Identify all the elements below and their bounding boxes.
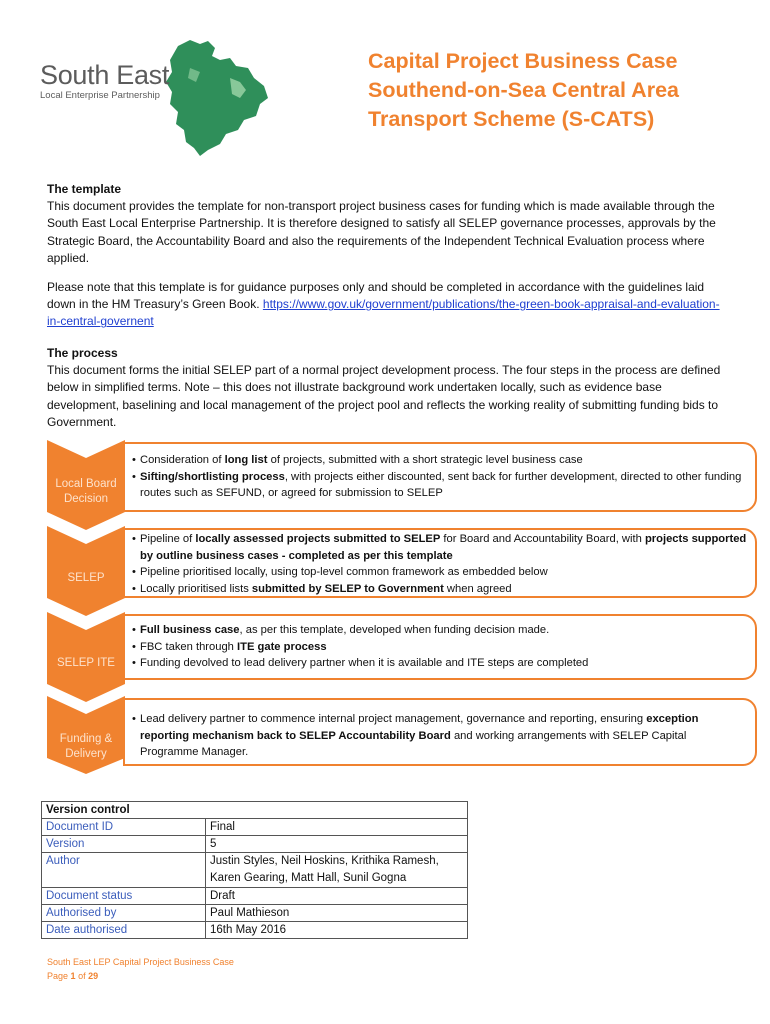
step-bullet: • Pipeline of locally assessed projects submitted to SELEP for Board and Accountability Board, with projects supported by outline business cases - completed as per this template: [132, 533, 747, 562]
step-label-line-2: Decision: [63, 493, 109, 505]
step-label: [47, 477, 125, 507]
logo-name: South East: [40, 60, 170, 90]
template-body: This document provides the template for non-transport project business cases for funding which is made available through the South East Local Enterprise Partnership. It is therefore designed to satisfy all SELEP governance processes, approvals by the Strategic Board, the Accountability Board and also the requirements of the Independent Technical Evaluation process where applied.: [47, 199, 716, 265]
step-description-box: [123, 698, 757, 766]
template-heading: The template: [47, 182, 122, 196]
step-description-box: [123, 614, 757, 680]
title-line-1: Capital Project Business Case: [368, 49, 678, 73]
template-section: [47, 181, 725, 267]
step-label-line-1: SELEP ITE: [57, 657, 115, 669]
row-key: Authorised by: [42, 905, 206, 922]
step-label: [47, 732, 125, 762]
row-value: 16th May 2016: [206, 922, 468, 939]
table-row: [42, 836, 468, 853]
process-section: [47, 345, 725, 431]
title-line-3: Transport Scheme (S-CATS): [368, 107, 655, 131]
process-heading: The process: [47, 346, 118, 360]
step-label-line-2: Delivery: [65, 748, 107, 760]
step-description-box: [123, 528, 757, 598]
row-key: Date authorised: [42, 922, 206, 939]
process-body: This document forms the initial SELEP part of a normal project development process. The four steps in the process are defined below in simplified terms. Note – this does not illustrate background work undertaken locally, such as evidence base development, baselining and local management of the project pool and reflects the working reality of submitting funding bids to Government.: [47, 363, 721, 429]
page-footer: [47, 955, 234, 983]
step-bullet: • FBC taken through ITE gate process: [132, 640, 327, 653]
south-east-map-icon: [160, 38, 275, 158]
title-line-2: Southend-on-Sea Central Area: [368, 78, 679, 102]
logo-subtitle: Local Enterprise Partnership: [40, 90, 160, 101]
table-header-row: [42, 802, 468, 819]
selep-logo: [40, 38, 340, 158]
step-description-box: [123, 442, 757, 512]
table-row: [42, 819, 468, 836]
document-title: [368, 47, 758, 134]
step-label-line-1: SELEP: [67, 572, 105, 584]
green-book-link[interactable]: https://www.gov.uk/government/publications/the-green-book-appraisal-and-evaluation-in-central-governent: [47, 297, 720, 329]
step-bullet: • Consideration of long list of projects, submitted with a short strategic level business case: [132, 454, 583, 466]
version-control-table: [41, 801, 468, 939]
row-value: 5: [206, 836, 468, 853]
version-control-heading: Version control: [42, 802, 468, 819]
process-diagram: [47, 440, 747, 770]
table-row: [42, 922, 468, 939]
guidance-note: [47, 279, 725, 331]
guidance-note-text: Please note that this template is for guidance purposes only and should be completed in accordance with the guidelines laid down in the HM Treasury’s Green Book.: [47, 280, 705, 312]
table-row: [42, 888, 468, 905]
page-number: Page 1 of 29: [47, 971, 99, 981]
step-bullet: • Pipeline prioritised locally, using top-level common framework as embedded below: [132, 566, 548, 578]
step-label-line-1: Funding &: [59, 733, 113, 745]
table-row: [42, 853, 468, 888]
row-key: Version: [42, 836, 206, 853]
row-key: Document status: [42, 888, 206, 905]
row-value: Paul Mathieson: [206, 905, 468, 922]
step-bullet: • Funding devolved to lead delivery partner when it is available and ITE steps are completed: [132, 657, 589, 669]
step-bullet: • Full business case, as per this template, developed when funding decision made.: [132, 624, 550, 636]
row-value: Draft: [206, 888, 468, 905]
step-label-line-1: Local Board: [55, 478, 117, 490]
step-bullet: • Lead delivery partner to commence internal project management, governance and reporting, ensuring exception reporting mechanism back to SELEP Accountability Board and working arrangements with SELEP Capital Programme Manager.: [132, 713, 699, 758]
row-value: Final: [206, 819, 468, 836]
row-key: Author: [42, 853, 206, 888]
row-key: Document ID: [42, 819, 206, 836]
step-label: [47, 571, 125, 586]
step-bullet: • Locally prioritised lists submitted by SELEP to Government when agreed: [132, 582, 512, 595]
footer-title: South East LEP Capital Project Business Case: [47, 957, 234, 967]
row-value: Justin Styles, Neil Hoskins, Krithika Ramesh, Karen Gearing, Matt Hall, Sunil Gogna: [206, 853, 468, 888]
step-label: [47, 656, 125, 671]
table-row: [42, 905, 468, 922]
logo-text: [40, 60, 169, 102]
step-bullet: • Sifting/shortlisting process, with projects either discounted, sent back for further development, directed to other funding routes such as SEFUND, or agreed for submission to SELEP: [132, 470, 742, 499]
